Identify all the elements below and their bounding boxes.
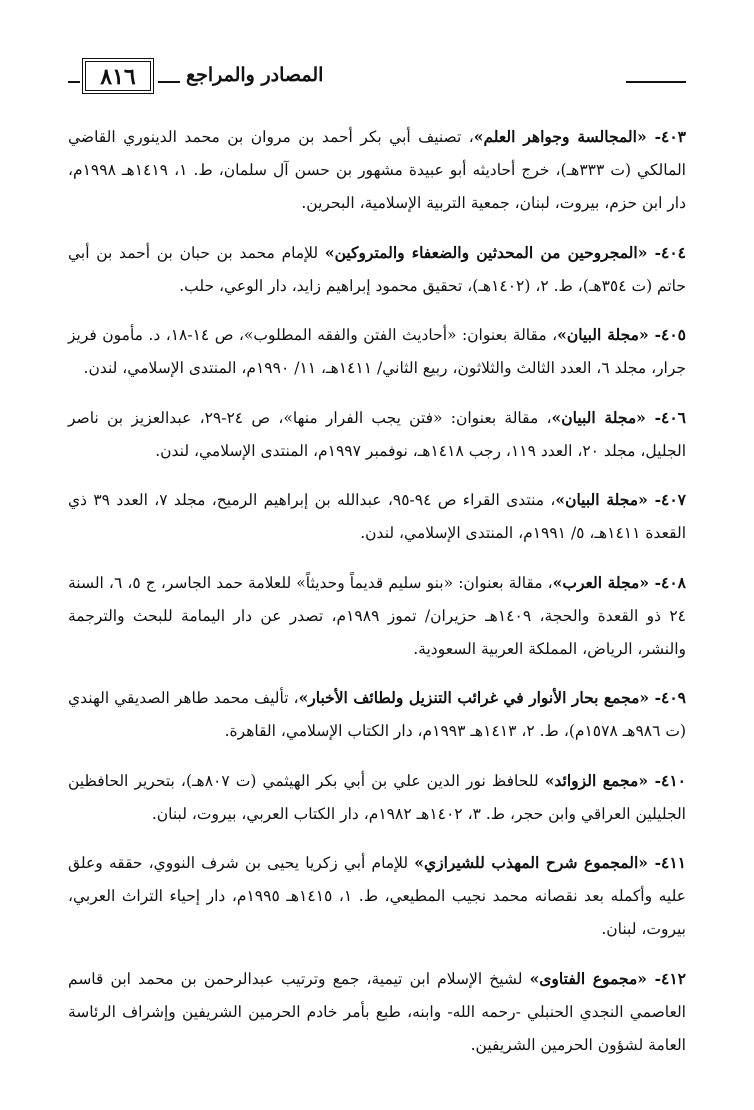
entry-number: ٤٠٧- [647, 490, 686, 509]
bibliography-entry [68, 236, 686, 303]
entry-work-title: «المجموع شرح المهذب للشيرازي» [414, 853, 648, 872]
entry-details: لشيخ الإسلام ابن تيمية، جمع وترتيب عبدالرحمن بن محمد ابن قاسم العاصمي النجدي الحنبلي -رحمه الله- وابنه، طبع بأمر خادم الحرمين الشريفين وإشراف الرئاسة العامة لشؤون الحرمين الشريفين. [68, 969, 686, 1054]
header-rule-left [68, 81, 80, 83]
entry-work-title: «مجلة البيان» [557, 325, 649, 344]
entry-work-title: «مجلة البيان» [551, 407, 646, 427]
bibliography-entry [68, 764, 686, 831]
entry-number: ٤١٢- [647, 968, 687, 988]
entry-number: ٤٠٣- [646, 127, 686, 146]
bibliography-entry [68, 846, 686, 946]
bibliography-entry [68, 566, 686, 666]
entry-details: ، مقالة بعنوان: «أحاديث الفتن والفقه المطلوب»، ص ١٤-١٨، د. مأمون فريز جرار، مجلد ٦، العدد الثالث والثلاثون، ربيع الثاني/ ١٤١١هـ، ١١/ ١٩٩٠م، المنتدى الإسلامي، لندن. [68, 326, 686, 377]
bibliography-entry [68, 962, 686, 1062]
page-number: ٨١٦ [82, 58, 154, 94]
entry-details: ، تأليف محمد طاهر الصديقي الهندي (ت ٩٨٦هـ ١٥٧٨م)، ط. ٢، ١٤١٣هـ ١٩٩٣م، دار الكتاب الإسلامي، القاهرة. [68, 689, 686, 740]
bibliography-entry [68, 120, 686, 220]
header-rule-right [626, 81, 686, 83]
entry-work-title: «المجالسة وجواهر العلم» [473, 127, 647, 146]
entry-work-title: «مجلة العرب» [552, 572, 650, 592]
entry-details: للإمام أبي زكريا يحيى بن شرف النووي، حققه وعلق عليه وأكمله بعد نقصانه محمد نجيب المطيعي، ط. ١، ١٤١٥هـ ١٩٩٥م، دار إحياء التراث العربي، بيروت، لبنان. [68, 854, 686, 938]
entry-work-title: «مجموع الفتاوى» [529, 968, 647, 988]
entry-details: ، مقالة بعنوان: «فتن يجب الفرار منها»، ص ٢٤-٢٩، عبدالعزيز بن ناصر الجليل، مجلد ٢٠، العدد ١١٩، رجب ١٤١٨هـ، نوفمبر ١٩٩٧م، المنتدى الإسلامي، لندن. [68, 408, 686, 460]
entry-number: ٤٠٤- [647, 242, 686, 262]
bibliography-entry [68, 401, 686, 468]
entry-number: ٤١١- [647, 853, 686, 872]
entry-details: للحافظ نور الدين علي بن أبي بكر الهيثمي (ت ٨٠٧هـ)، بتحرير الحافظين الجليلين العراقي وابن حجر، ط. ٣، ١٤٠٢هـ ١٩٨٢م، دار الكتاب العربي، بيروت، لبنان. [68, 771, 686, 823]
page [68, 58, 686, 1090]
entry-work-title: «مجلة البيان» [555, 490, 648, 509]
entry-details: ، تصنيف أبي بكر أحمد بن مروان بن محمد الدينوري القاضي المالكي (ت ٣٣٣هـ)، خرج أحاديثه أبو عبيدة مشهور بن حسن آل سلمان، ط. ١، ١٤١٩هـ ١٩٩٨م، دار ابن حزم، بيروت، لبنان، جمعية التربية الإسلامية، البحرين. [68, 128, 686, 212]
running-title: المصادر والمراجع [186, 64, 324, 86]
entry-number: ٤٠٩- [649, 688, 686, 707]
bibliography-entry [68, 483, 686, 550]
entry-number: ٤٠٦- [645, 407, 686, 427]
entry-details: ، منتدى القراء ص ٩٤-٩٥، عبدالله بن إبراهيم الرميح، مجلد ٧، العدد ٣٩ ذي القعدة ١٤١١هـ، ٥/ ١٩٩١م، المنتدى الإسلامي، لندن. [68, 491, 686, 542]
bibliography-list [68, 120, 686, 1062]
page-header [68, 58, 686, 100]
entry-work-title: «مجمع بحار الأنوار في غرائب التنزيل ولطائف الأخبار» [298, 688, 650, 707]
entry-number: ٤٠٨- [649, 572, 686, 592]
entry-work-title: «مجمع الزوائد» [544, 770, 649, 790]
entry-number: ٤١٠- [648, 770, 686, 790]
entry-details: للإمام محمد بن حبان بن أحمد بن أبي حاتم (ت ٣٥٤هـ)، ط. ٢، (١٤٠٢هـ)، تحقيق محمود إبراهيم زايد، دار الوعي، حلب. [68, 243, 686, 295]
entry-details: ، مقالة بعنوان: «بنو سليم قديماً وحديثاً» للعلامة حمد الجاسر، ج ٥، ٦، السنة ٢٤ ذو القعدة والحجة، ١٤٠٩هـ حزيران/ تموز ١٩٨٩م، تصدر عن دار اليمامة للبحث والترجمة والنشر، الرياض، المملكة العربية السعودية. [68, 573, 686, 658]
entry-work-title: «المجروحين من المحدثين والضعفاء والمتروكين» [324, 242, 648, 262]
entry-number: ٤٠٥- [648, 325, 686, 344]
header-rule-middle [158, 81, 180, 83]
bibliography-entry [68, 681, 686, 748]
bibliography-entry [68, 318, 686, 385]
